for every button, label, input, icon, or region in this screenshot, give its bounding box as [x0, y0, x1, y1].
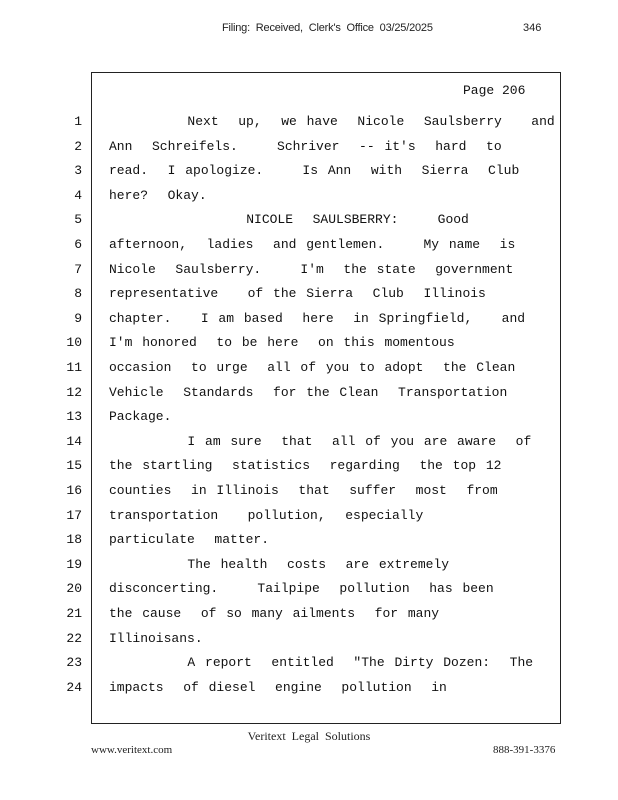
line-text: here? Okay.: [109, 187, 207, 203]
transcript-line: [0, 631, 618, 651]
line-number: 12: [66, 384, 82, 400]
line-number: 11: [66, 360, 82, 375]
line-text: the startling statistics regarding the top 12: [109, 458, 502, 474]
line-text: impacts of diesel engine pollution in: [109, 679, 447, 695]
line-number: 20: [66, 581, 82, 597]
transcript-line: [0, 532, 618, 552]
line-text: particulate matter.: [109, 532, 270, 548]
line-text: Next up, we have Nicole Saulsberry and: [109, 114, 555, 129]
transcript-line: [0, 212, 618, 232]
line-number: 1: [74, 114, 82, 129]
line-text: transportation pollution, especially: [109, 507, 424, 523]
line-number: 24: [66, 679, 82, 695]
transcript-line: [0, 335, 618, 355]
line-text: The health costs are extremely: [109, 556, 450, 572]
line-text: chapter. I am based here in Springfield, and: [109, 310, 526, 326]
line-text: the cause of so many ailments for many: [109, 606, 440, 621]
transcript-line: [0, 508, 618, 528]
line-number: 23: [66, 655, 82, 671]
transcript-line: [0, 114, 618, 134]
line-number: 3: [74, 163, 82, 179]
line-number: 21: [66, 606, 82, 621]
line-text: afternoon, ladies and gentlemen. My name is: [109, 237, 516, 252]
line-text: A report entitled "The Dirty Dozen: The: [109, 655, 534, 671]
transcript-line: [0, 557, 618, 577]
line-number: 5: [74, 212, 82, 228]
transcript-line: [0, 360, 618, 380]
line-number: 4: [74, 187, 82, 203]
line-number: 17: [66, 507, 82, 523]
line-text: representative of the Sierra Club Illinois: [109, 286, 486, 302]
filing-stamp: Filing: Received, Clerk's Office 03/25/2025: [222, 22, 433, 34]
transcript-line: [0, 458, 618, 478]
transcript-line: [0, 237, 618, 257]
transcript-line: [0, 581, 618, 601]
page-label: Page 206: [463, 83, 526, 98]
footer-website: www.veritext.com: [91, 744, 173, 756]
line-number: 14: [66, 433, 82, 449]
line-number: 19: [66, 556, 82, 572]
transcript-line: [0, 286, 618, 306]
line-number: 7: [74, 261, 82, 277]
transcript-line: [0, 409, 618, 429]
line-text: Vehicle Standards for the Clean Transportation: [109, 384, 508, 400]
line-number: 15: [66, 458, 82, 474]
line-number: 6: [74, 237, 82, 252]
transcript-line: [0, 188, 618, 208]
line-text: disconcerting. Tailpipe pollution has been: [109, 581, 494, 597]
line-number: 2: [74, 138, 82, 154]
line-number: 18: [66, 532, 82, 548]
line-text: occasion to urge all of you to adopt the Clean: [109, 360, 516, 375]
line-text: counties in Illinois that suffer most from: [109, 483, 498, 498]
line-number: 16: [66, 483, 82, 498]
transcript-line: [0, 655, 618, 675]
line-number: 22: [66, 630, 82, 646]
transcript-line: [0, 434, 618, 454]
line-text: Illinoisans.: [109, 630, 203, 646]
transcript-line: [0, 262, 618, 282]
transcript-line: [0, 139, 618, 159]
transcript-line: [0, 311, 618, 331]
filing-page-number: 346: [523, 22, 542, 34]
transcript-line: [0, 680, 618, 700]
transcript-line: [0, 483, 618, 503]
line-number: 13: [66, 409, 82, 425]
line-text: I'm honored to be here on this momentous: [109, 335, 455, 351]
line-text: read. I apologize. Is Ann with Sierra Club: [109, 163, 520, 179]
line-number: 9: [74, 310, 82, 326]
line-text: Package.: [109, 409, 172, 425]
line-text: Ann Schreifels. Schriver -- it's hard to: [109, 138, 502, 154]
line-text: NICOLE SAULSBERRY: Good: [109, 212, 469, 228]
transcript-line: [0, 606, 618, 626]
transcript-line: [0, 385, 618, 405]
footer-company: Veritext Legal Solutions: [247, 729, 371, 743]
line-text: Nicole Saulsberry. I'm the state government: [109, 261, 514, 277]
transcript-line: [0, 163, 618, 183]
line-number: 8: [74, 286, 82, 302]
line-text: I am sure that all of you are aware of: [109, 433, 532, 449]
footer-phone: 888-391-3376: [493, 744, 556, 756]
line-number: 10: [66, 335, 82, 351]
